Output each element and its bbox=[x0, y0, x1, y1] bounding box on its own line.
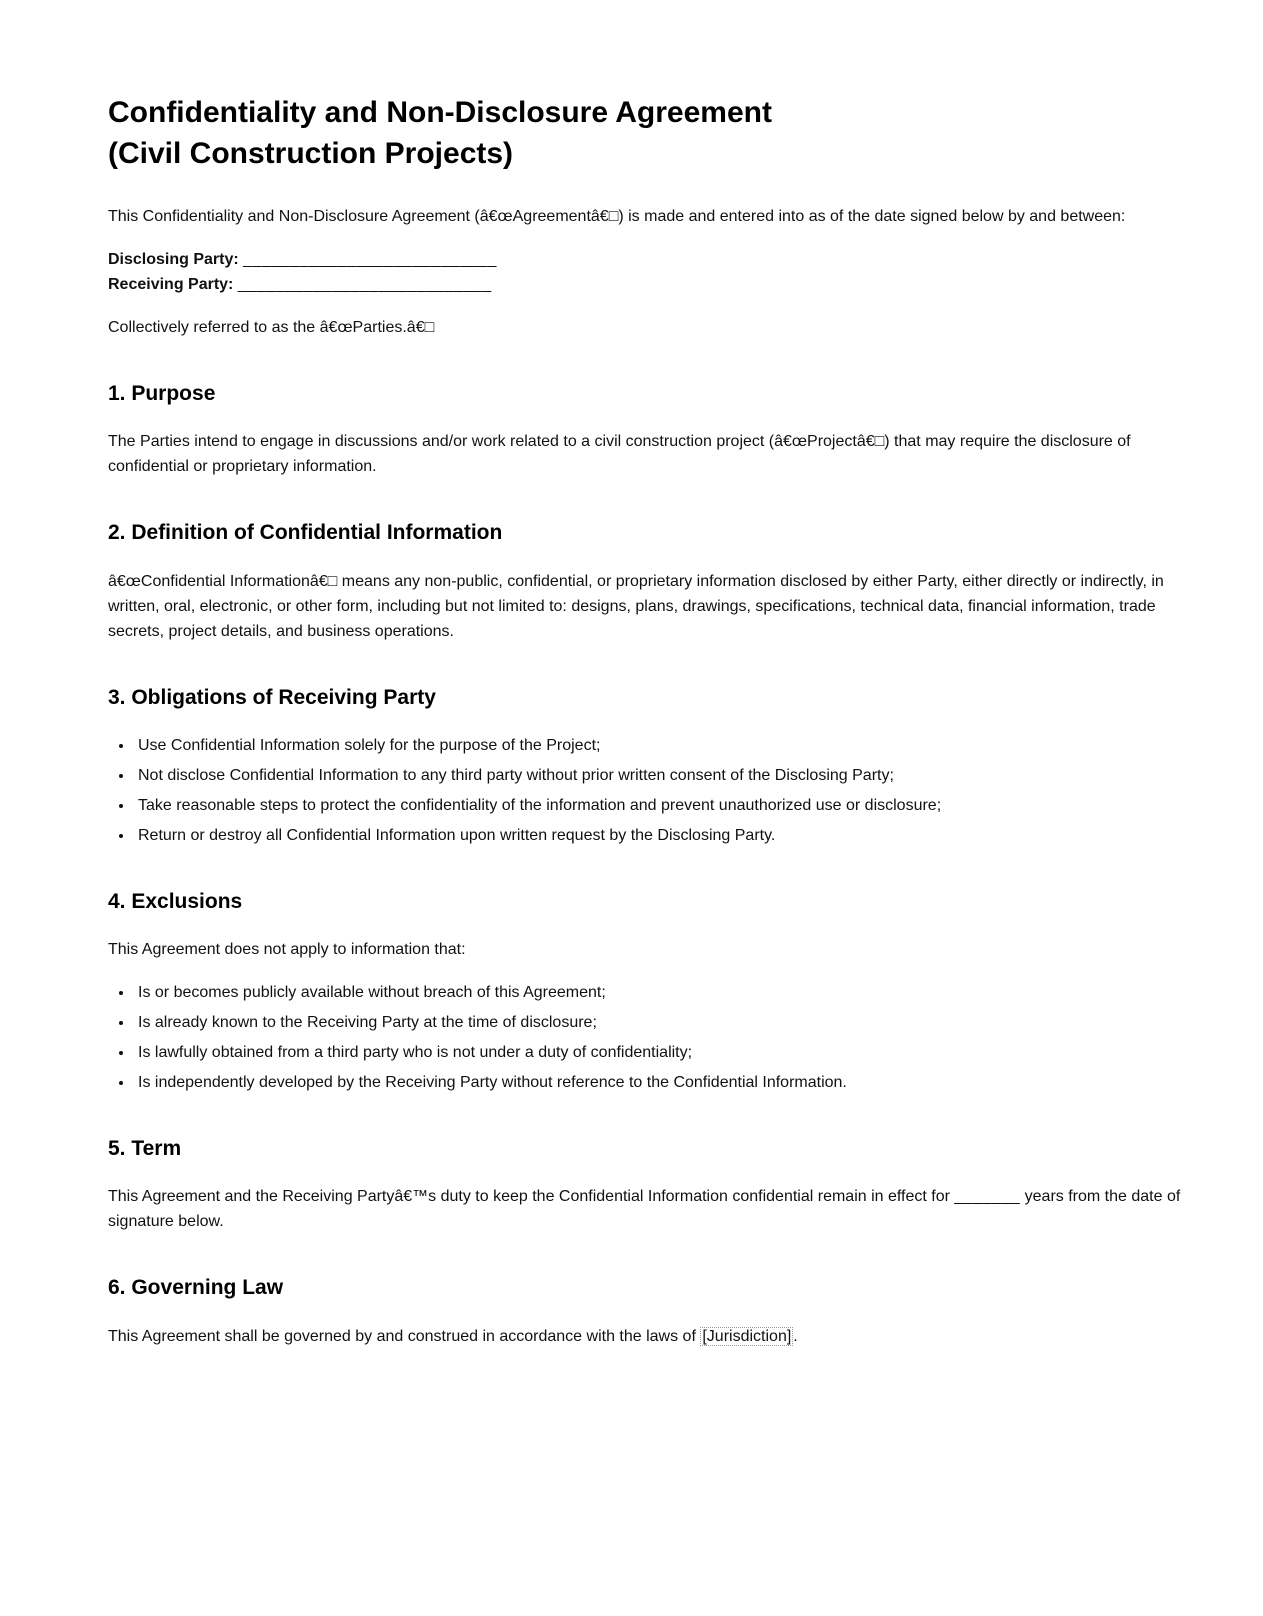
section-term-heading: 5. Term bbox=[108, 1137, 182, 1161]
section-definition-body: â€œConfidential Informationâ€□ means any non-public, confidential, or proprietary information disclosed by either Party, either directly or indirectly, in written, oral, electronic, or other form, including but not limited to: designs, plans, drawings, specifications, technical data, financial information, trade secrets, project details, and business operations. bbox=[108, 572, 1164, 640]
section-exclusions-heading: 4. Exclusions bbox=[108, 889, 243, 913]
exclusions-list bbox=[108, 980, 1188, 1095]
document-title-line-1: Confidentiality and Non-Disclosure Agreement bbox=[108, 96, 772, 129]
governing-law-text: This Agreement shall be governed by and construed in accordance with the laws of bbox=[108, 1327, 696, 1345]
section-governing-law bbox=[108, 1274, 1188, 1348]
list-item: • Is already known to the Receiving Party at the time of disclosure; bbox=[134, 1010, 1188, 1035]
intro-paragraph: This Confidentiality and Non-Disclosure Agreement (â€œAgreementâ€□) is made and entered into as of the date signed below by and between: bbox=[108, 208, 1126, 225]
list-item: • Is lawfully obtained from a third party who is not under a duty of confidentiality; bbox=[134, 1040, 1188, 1065]
section-definition-heading: 2. Definition of Confidential Information bbox=[108, 521, 503, 545]
section-governing-law-body bbox=[108, 1324, 1188, 1349]
governing-law-period: . bbox=[793, 1327, 798, 1345]
list-item: • Not disclose Confidential Information to any third party without prior written consent of the Disclosing Party; bbox=[134, 763, 1188, 788]
jurisdiction-placeholder-field[interactable]: [Jurisdiction] bbox=[702, 1327, 792, 1345]
receiving-party-label: Receiving Party: bbox=[108, 276, 234, 293]
section-term bbox=[108, 1135, 1188, 1234]
term-text-after-blank: years from the date of signature below. bbox=[108, 1188, 1181, 1231]
document-title-line-2: (Civil Construction Projects) bbox=[108, 136, 514, 170]
section-obligations bbox=[108, 684, 1188, 848]
section-purpose-heading: 1. Purpose bbox=[108, 382, 216, 405]
collective-note: Collectively referred to as the â€œParties.â€□ bbox=[108, 319, 435, 336]
disclosing-party-blank[interactable]: ___________________________ bbox=[243, 251, 497, 268]
section-purpose-body: The Parties intend to engage in discussions and/or work related to a civil construction project (â€œProjectâ€□) that may require the disclosure of confidential or proprietary information. bbox=[108, 433, 1131, 476]
parties-block bbox=[108, 247, 1188, 297]
term-years-blank[interactable]: _______ bbox=[954, 1188, 1021, 1206]
section-term-body bbox=[108, 1184, 1188, 1234]
section-obligations-heading: 3. Obligations of Receiving Party bbox=[108, 685, 436, 709]
term-text-before-blank: This Agreement and the Receiving Partyâ€™s duty to keep the Confidential Information confidential remain in effect for bbox=[108, 1188, 950, 1206]
disclosing-party-label: Disclosing Party: bbox=[108, 251, 239, 268]
section-exclusions-body: This Agreement does not apply to information that: bbox=[108, 941, 466, 959]
section-governing-law-heading: 6. Governing Law bbox=[108, 1276, 284, 1300]
list-item: • Is independently developed by the Receiving Party without reference to the Confidential Information. bbox=[134, 1070, 1188, 1095]
list-item: • Return or destroy all Confidential Information upon written request by the Disclosing Party. bbox=[134, 823, 1188, 848]
obligations-list bbox=[108, 733, 1188, 848]
list-item: • Take reasonable steps to protect the confidentiality of the information and prevent unauthorized use or disclosure; bbox=[134, 793, 1188, 818]
document-title bbox=[108, 93, 1188, 174]
section-definition bbox=[108, 519, 1188, 643]
list-item: • Is or becomes publicly available without breach of this Agreement; bbox=[134, 980, 1188, 1005]
list-item: • Use Confidential Information solely for the purpose of the Project; bbox=[134, 733, 1188, 758]
section-purpose bbox=[108, 380, 1188, 479]
section-exclusions bbox=[108, 888, 1188, 1095]
receiving-party-blank[interactable]: ___________________________ bbox=[237, 276, 492, 293]
